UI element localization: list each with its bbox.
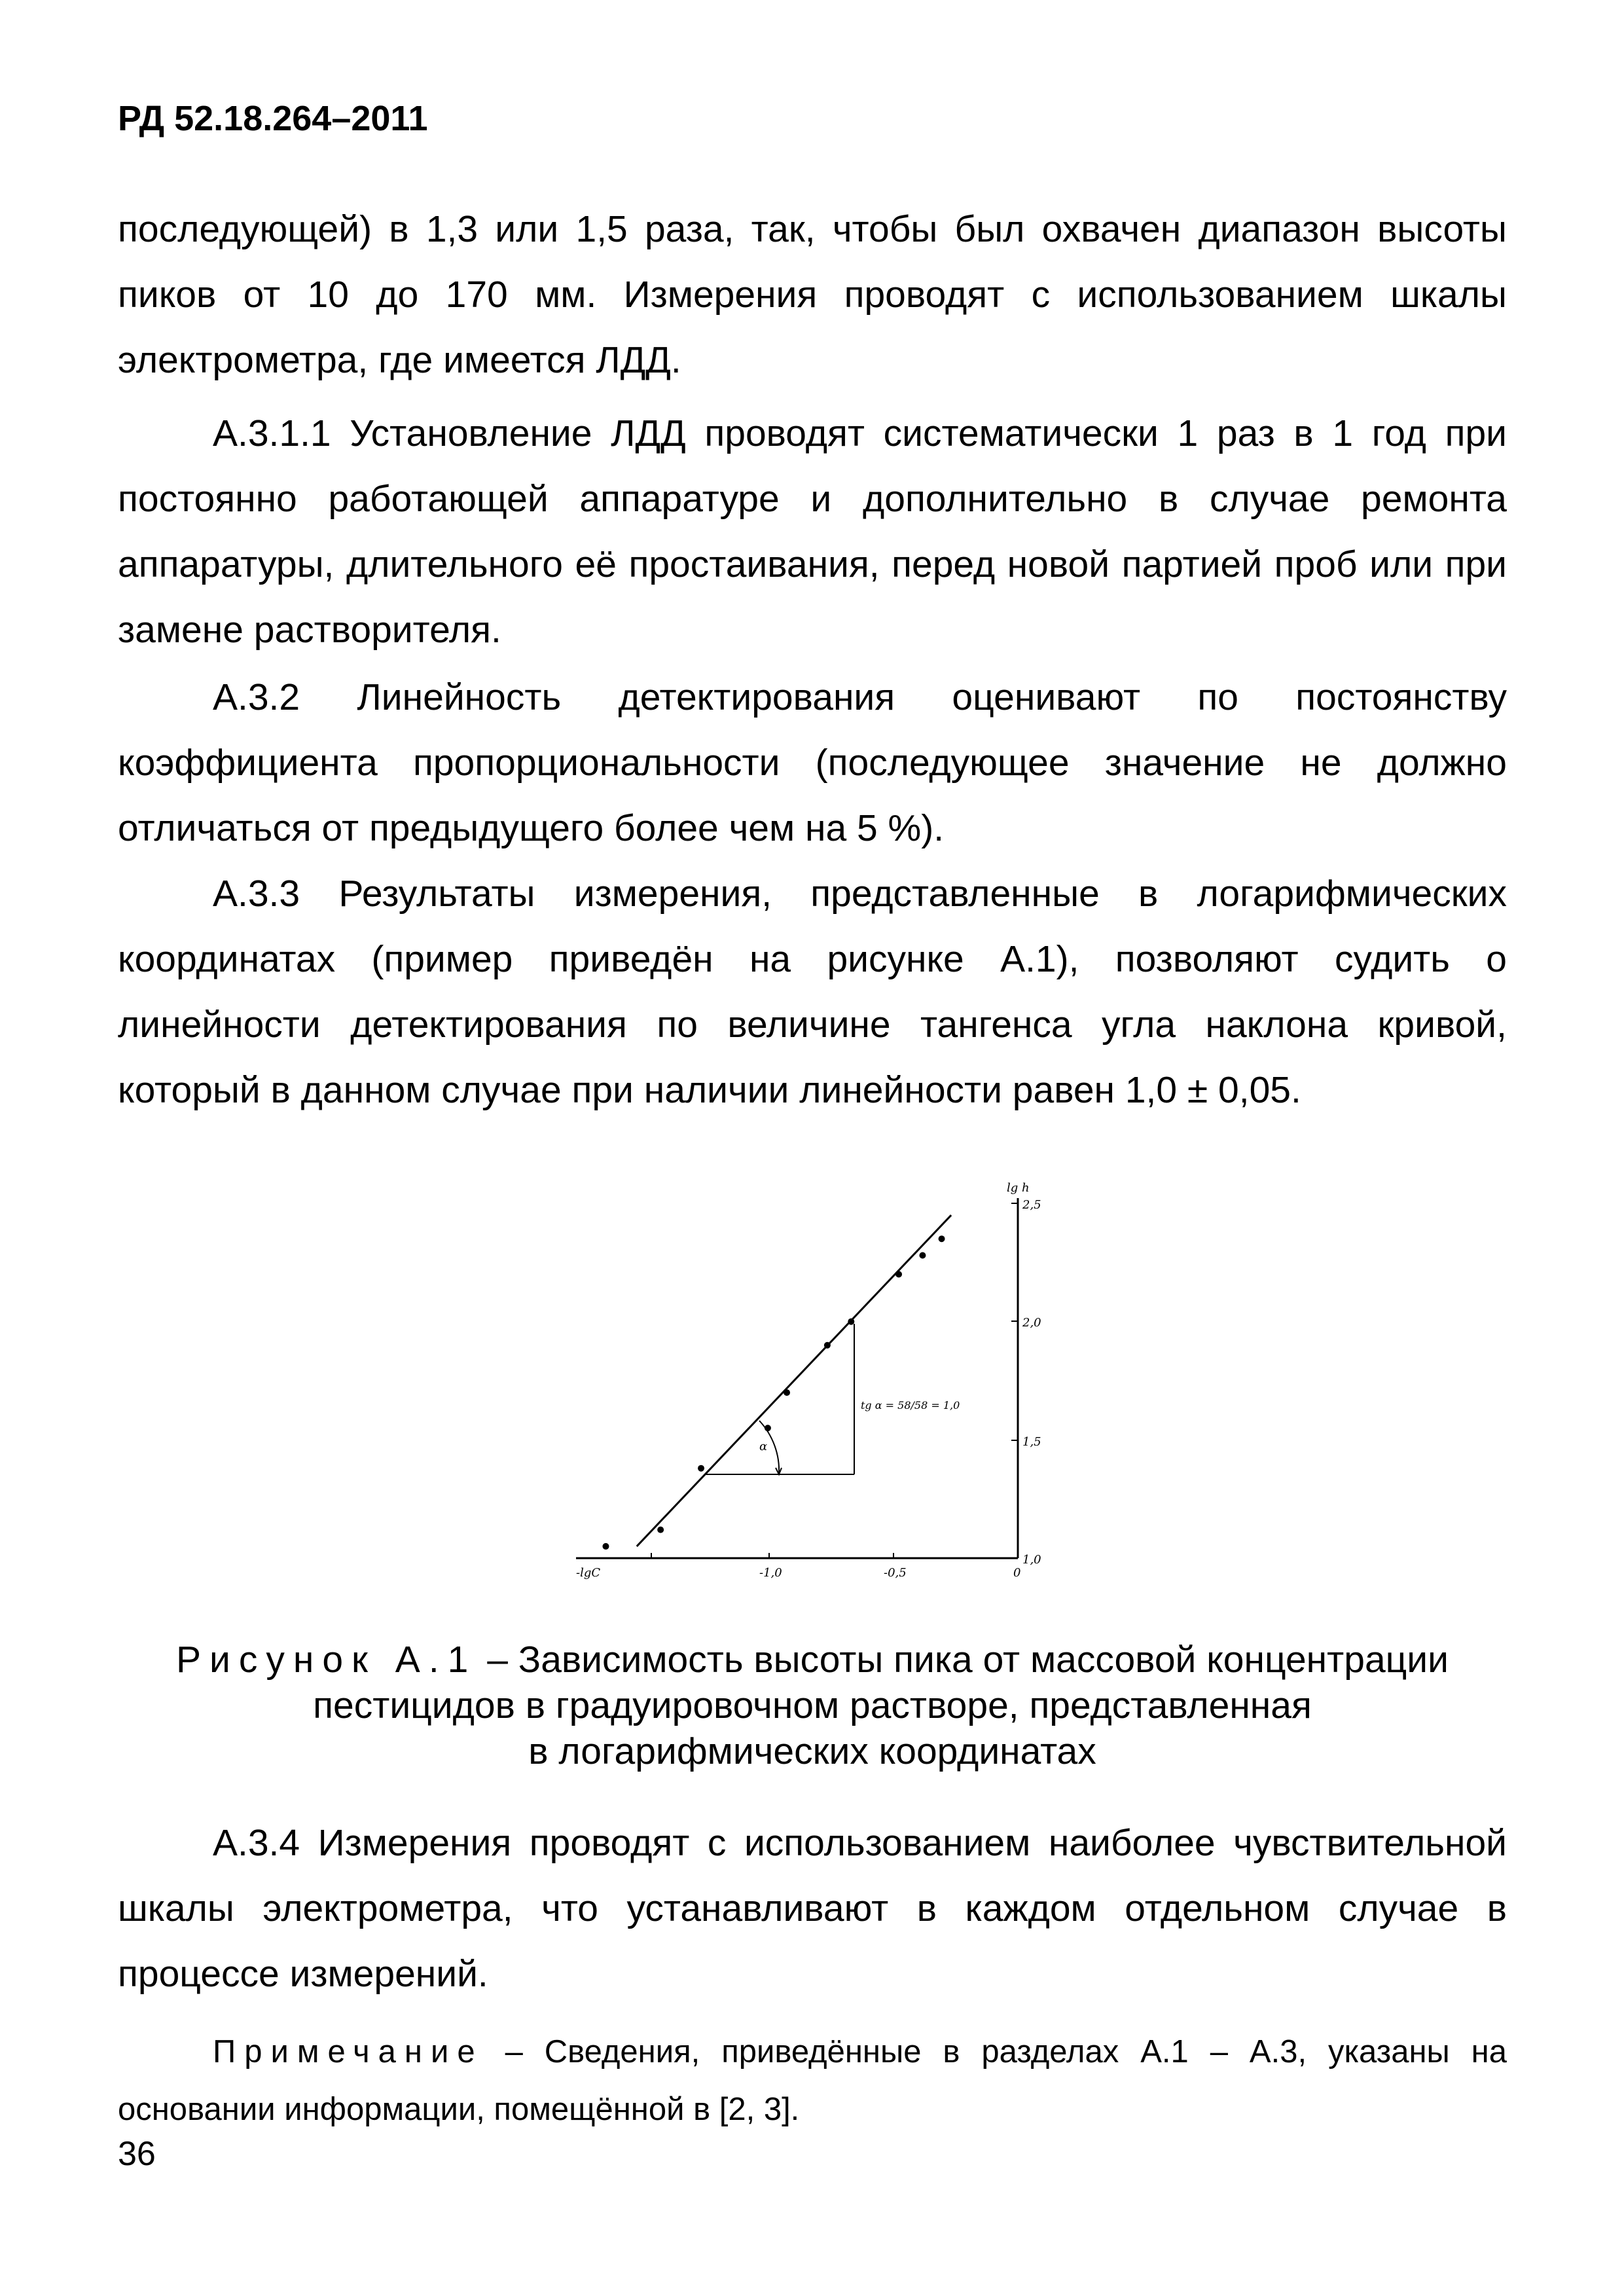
note-dash: – [505,2034,523,2069]
caption-dash: – [487,1639,508,1681]
paragraph-continuation: последующей) в 1,3 или 1,5 раза, так, чтобы был охвачен диапазон высоты пиков от 10 до 170 мм. Измерения проводят с использованием шкалы электрометра, где имеется ЛДД. [118,208,1507,381]
caption-line-1 [118,1637,1507,1683]
data-point [848,1319,854,1325]
data-points-layer [602,1215,951,1550]
caption-text-1: Зависимость высоты пика от массовой концентрации [518,1639,1449,1681]
caption-line-3: в логарифмических координатах [528,1730,1096,1772]
note [118,2023,1507,2138]
paragraph-a3-1-1: А.3.1.1 Установление ЛДД проводят систематически 1 раз в 1 год при постоянно работающей аппаратуре и дополнительно в случае ремонта аппаратуры, длительного её простаивания, перед новой партией проб или при замене растворителя. [118,412,1507,651]
paragraph-a3-2: А.3.2 Линейность детектирования оценивают по постоянству коэффициента пропорциональности (последующее значение не должно отличаться от предыдущего более чем на 5 %). [118,676,1507,849]
angle-label: α [759,1440,768,1453]
page-number: 36 [118,2135,156,2173]
slope-annotation: tg α = 58/58 = 1,0 [861,1399,960,1412]
caption-label: Рисунок А.1 [176,1639,477,1681]
y-tick-label: 1,0 [1022,1553,1041,1567]
data-point [657,1527,664,1533]
figure-caption [118,1637,1507,1774]
note-text: Сведения, приведённые в разделах А.1 – А.3, указаны на основании информации, помещённой в [2, 3]. [118,2034,1507,2127]
x-tick-label: -1,0 [759,1566,782,1580]
data-point [698,1465,704,1472]
document-id: РД 52.18.264–2011 [118,99,428,138]
x-axis-label: -lgC [576,1566,601,1580]
data-point [919,1252,926,1258]
data-point [602,1543,609,1550]
chart-svg [563,1172,1087,1604]
caption-line-2: пестицидов в градуировочном растворе, представленная [313,1685,1312,1726]
fit-line [637,1215,951,1546]
figure-a1-chart [563,1172,1087,1604]
y-axis-label: lg h [1007,1181,1030,1195]
paragraph-a3-3: А.3.3 Результаты измерения, представленные в логарифмических координатах (пример приведён на рисунке А.1), позволяют судить о линейности детектирования по величине тангенса угла наклона кривой, который в данном случае при наличии линейности равен 1,0 ± 0,05. [118,873,1507,1111]
paragraph-a3-4: А.3.4 Измерения проводят с использованием наиболее чувствительной шкалы электрометра, что устанавливают в каждом отдельном случае в процессе измерений. [118,1822,1507,1995]
data-point [939,1235,945,1242]
note-label: Примечание [213,2034,484,2069]
data-point [784,1389,790,1396]
y-tick-label: 2,0 [1022,1316,1041,1330]
data-point [895,1271,902,1277]
y-tick-label: 2,5 [1022,1198,1041,1212]
x-tick-label: 0 [1013,1566,1021,1580]
x-tick-label: -0,5 [884,1566,907,1580]
data-point [824,1342,831,1349]
y-tick-label: 1,5 [1022,1435,1041,1449]
